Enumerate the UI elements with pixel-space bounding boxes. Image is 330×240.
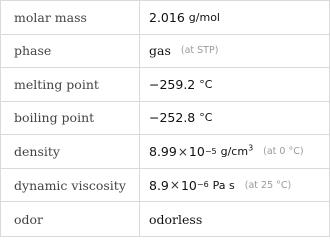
value-phase [140,35,329,69]
density-unit [221,145,254,158]
label-density: density [1,135,140,169]
viscosity-times: × [169,178,180,193]
value-density: 8.99 × 10 −5 $g/cm^3$ (at 0 °C) [140,135,329,169]
density-condition: (at 0 °C) [263,146,304,158]
label-molar-mass: molar mass [1,1,140,35]
melting-point-unit: °C [199,77,213,91]
label-melting-point: melting point [1,68,140,102]
molar-mass-number: 2.016 [149,9,185,25]
label-dynamic-viscosity: dynamic viscosity [1,169,140,203]
melting-point-number: −259.2 [149,76,196,92]
label-phase: phase [1,35,140,69]
density-unit-exponent: 3 [248,143,254,153]
molar-mass-unit: g/mol [188,10,220,24]
phase-condition: (at STP) [180,45,219,57]
density-unit-base: g/cm [220,145,249,159]
label-odor: odor [1,202,140,236]
viscosity-unit: Pa s [212,178,235,192]
viscosity-base: 10 [180,177,197,193]
value-boiling-point [140,102,329,136]
value-dynamic-viscosity: 8.9 × 10 −6 Pa s (at 25 °C) [140,169,329,203]
value-melting-point [140,68,329,102]
viscosity-condition: (at 25 °C) [244,179,292,191]
boiling-point-number: −252.8 [149,110,196,126]
boiling-point-unit: °C [199,111,213,125]
density-base: 10 [188,144,205,160]
value-odor: odorless [149,211,203,227]
density-times: × [177,144,188,159]
label-boiling-point: boiling point [1,102,140,136]
viscosity-mantissa: 8.9 [149,177,169,193]
value-molar-mass [140,1,329,35]
density-mantissa: 8.99 [149,144,177,160]
phase-text: gas [149,43,171,59]
